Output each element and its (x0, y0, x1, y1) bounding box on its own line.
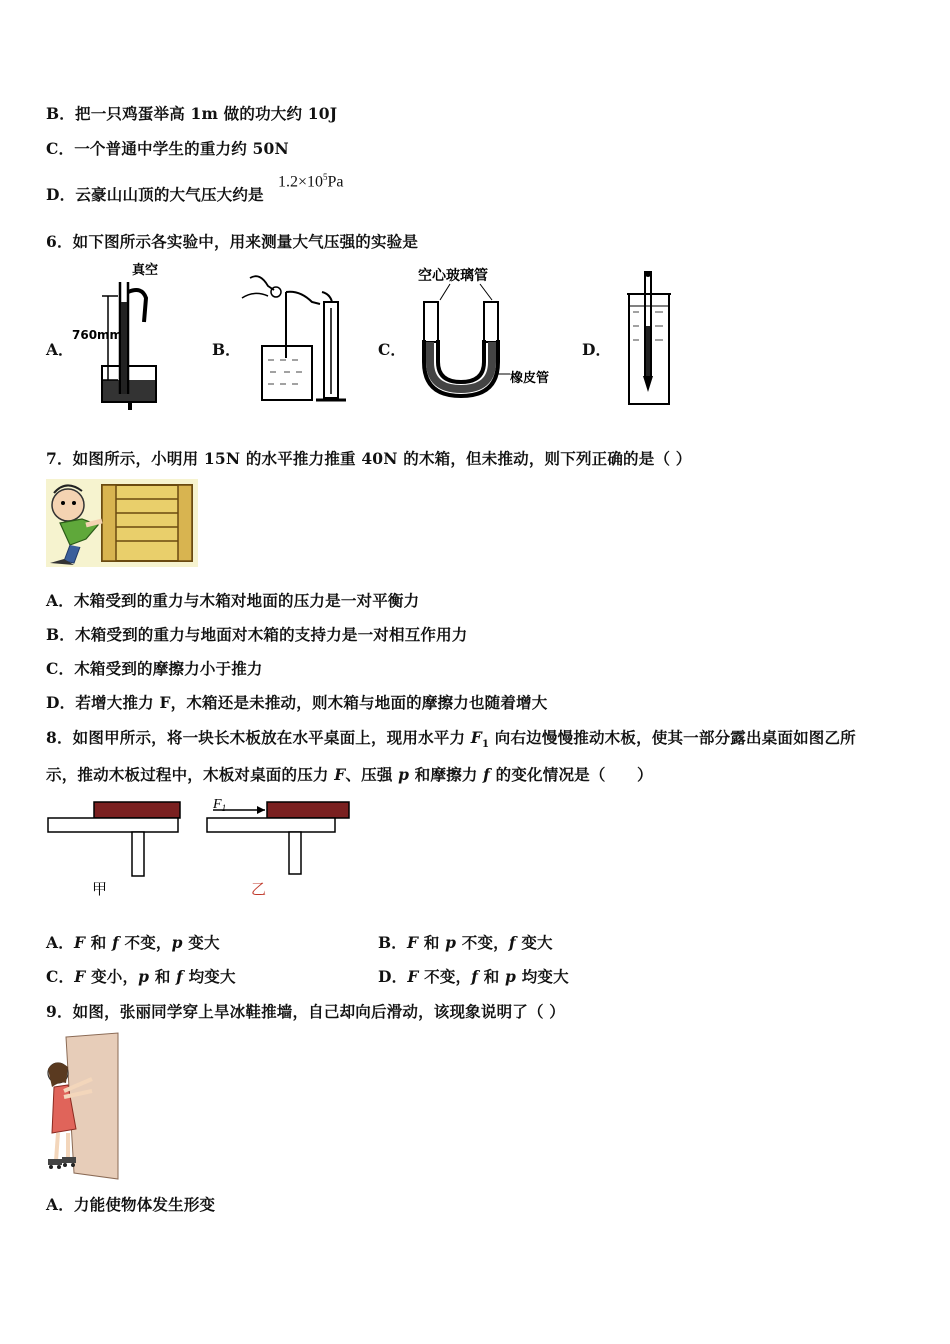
q6-label-a: A． (46, 340, 74, 359)
q5-option-d: D．云豪山山顶的大气压大约是 (46, 185, 264, 204)
q5-option-b: B．把一只鸡蛋举高 1m 做的功大约 10J (46, 104, 338, 123)
q6-figure-b-apparatus (240, 268, 355, 410)
q6-figa-760-label: 760mm (72, 328, 123, 342)
q6-figure-d-beaker (625, 266, 677, 410)
q9-stem: 9．如图，张丽同学穿上旱冰鞋推墙，自己却向后滑动，该现象说明了（ ） (46, 1002, 565, 1021)
q8-option-d: D．F 不变，f 和 p 均变大 (378, 967, 569, 986)
q6-label-c: C． (378, 340, 406, 359)
q7-option-c: C．木箱受到的摩擦力小于推力 (46, 659, 263, 678)
q8-figure-yi (205, 792, 355, 900)
q5-option-d-formula: $1.2\times 10^5Pa$ (278, 172, 344, 191)
q6-figc-top-label: 空心玻璃管 (418, 268, 488, 284)
q8-figure-jia (46, 800, 186, 900)
q8-stem-line1: 8．如图甲所示，将一块长木板放在水平桌面上，现用水平力 $F_1$ 向右边慢慢推动木板，使其一部分露出桌面如图乙所 (46, 728, 856, 751)
q7-figure-push-box (46, 479, 198, 567)
q9-option-a: A．力能使物体发生形变 (46, 1195, 216, 1214)
q6-figa-vacuum-label: 真空 (132, 263, 159, 278)
q8-stem-line2: 示，推动木板过程中，木板对桌面的压力 F、压强 p 和摩擦力 f 的变化情况是（ ） (46, 765, 653, 784)
q5-option-c: C．一个普通中学生的重力约 50N (46, 139, 289, 158)
q8-option-b: B．F 和 p 不变，f 变大 (378, 933, 553, 952)
q7-option-b: B．木箱受到的重力与地面对木箱的支持力是一对相互作用力 (46, 625, 468, 644)
q6-label-b: B． (212, 340, 241, 359)
q6-figure-c-u-tube (410, 262, 560, 410)
q6-figure-a-torricelli (70, 262, 170, 410)
q8-option-c: C．F 变小，p 和 f 均变大 (46, 967, 236, 986)
q7-option-a: A．木箱受到的重力与木箱对地面的压力是一对平衡力 (46, 591, 420, 610)
q6-stem: 6．如下图所示各实验中，用来测量大气压强的实验是 (46, 232, 419, 251)
q8-option-a: A．F 和 f 不变，p 变大 (46, 933, 220, 952)
q7-stem: 7．如图所示，小明用 15N 的水平推力推重 40N 的木箱，但未推动，则下列正确的是（ ） (46, 449, 692, 468)
q8-figure-yi-label: 乙 (251, 880, 267, 898)
q8-figure-yi-force-label: $F_1$ (213, 797, 227, 813)
q6-label-d: D． (582, 340, 611, 359)
q6-figc-side-label: 橡皮管 (510, 371, 550, 386)
q8-figure-jia-label: 甲 (92, 880, 108, 898)
q9-figure-push-wall (46, 1033, 122, 1179)
q7-option-d: D．若增大推力 F，木箱还是未推动，则木箱与地面的摩擦力也随着增大 (46, 693, 548, 712)
